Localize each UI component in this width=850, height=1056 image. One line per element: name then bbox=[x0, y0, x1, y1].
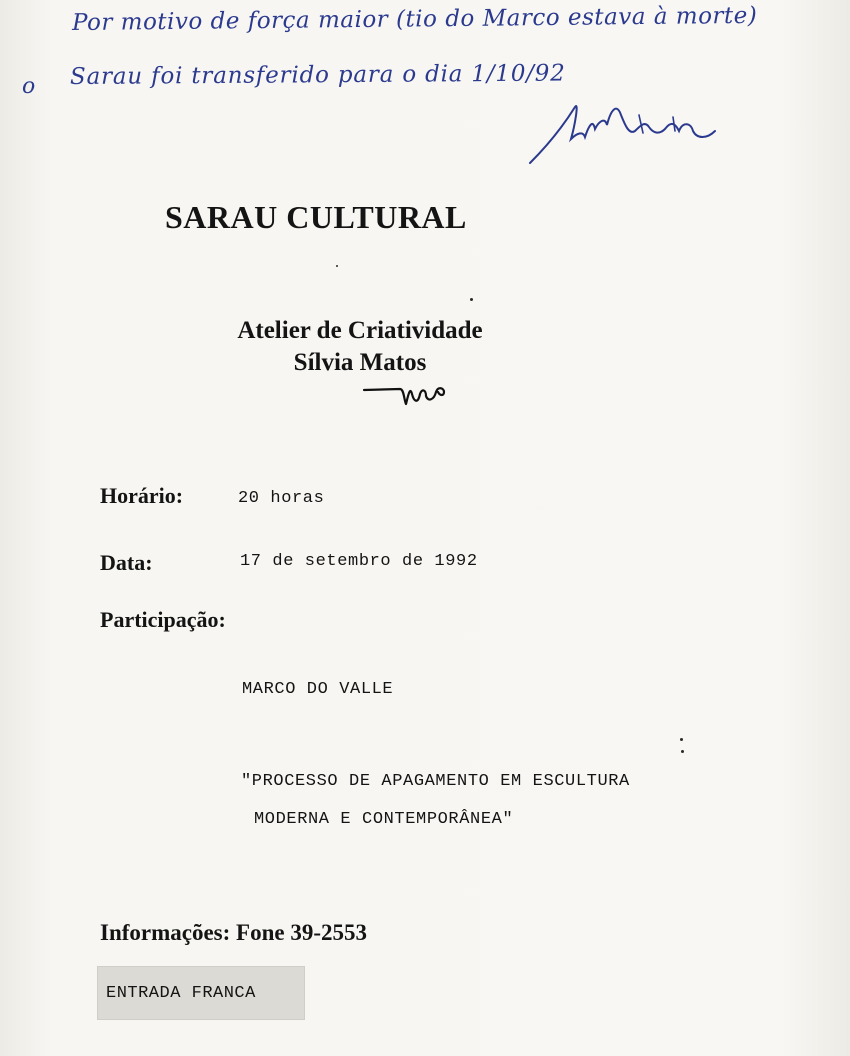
talk-title-line-2: MODERNA E CONTEMPORÂNEA" bbox=[254, 810, 514, 829]
print-speck bbox=[680, 738, 683, 741]
entry-badge bbox=[97, 966, 305, 1020]
horario-value: 20 horas bbox=[238, 489, 325, 508]
entry-badge-label: ENTRADA FRANCA bbox=[106, 984, 256, 1003]
participant-name: MARCO DO VALLE bbox=[242, 680, 394, 699]
data-label: Data: bbox=[100, 550, 153, 575]
organizer-line-2: Sílvia Matos bbox=[293, 349, 427, 376]
handwritten-note-line-1: Por motivo de força maior (tio do Marco estava à morte) bbox=[71, 2, 758, 36]
print-speck bbox=[470, 298, 473, 301]
data-value: 17 de setembro de 1992 bbox=[240, 552, 478, 571]
handwritten-initials-flourish bbox=[360, 378, 460, 410]
handwritten-note-prefix: o bbox=[22, 74, 36, 99]
participacao-label: Participação: bbox=[100, 607, 226, 632]
page-title: SARAU CULTURAL bbox=[165, 199, 467, 235]
horario-label: Horário: bbox=[100, 483, 184, 508]
organizer-line-1: Atelier de Criatividade bbox=[237, 317, 483, 344]
print-speck bbox=[681, 750, 684, 753]
organizer-block bbox=[185, 315, 535, 379]
handwritten-signature bbox=[525, 95, 745, 170]
talk-title-line-1: "PROCESSO DE APAGAMENTO EM ESCULTURA bbox=[241, 772, 630, 791]
info-phone: Informações: Fone 39-2553 bbox=[100, 920, 368, 945]
handwritten-note-line-2: Sarau foi transferido para o dia 1/10/92 bbox=[69, 60, 566, 90]
print-speck bbox=[336, 265, 338, 267]
